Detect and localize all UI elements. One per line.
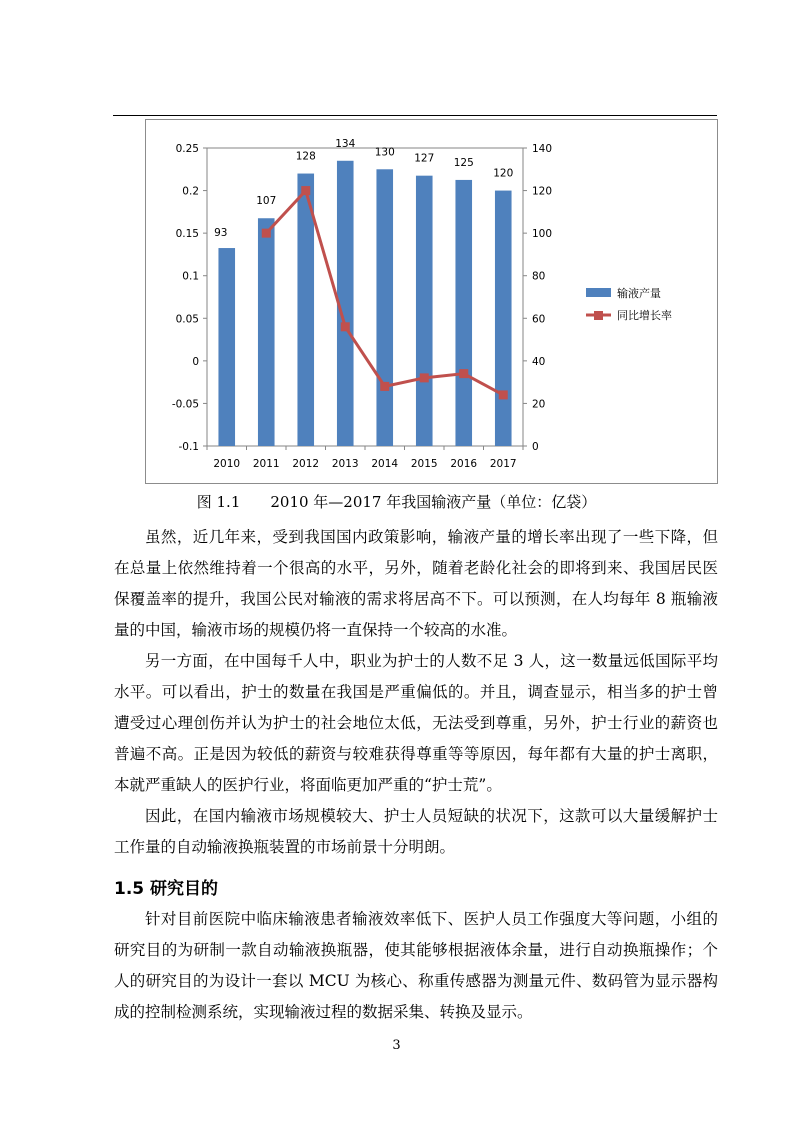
figure-caption: 图 1.1 2010 年—2017 年我国输液产量（单位：亿袋）	[196, 493, 597, 511]
right-axis-tick-label: 80	[532, 270, 546, 283]
legend-swatch-bars	[586, 288, 611, 297]
right-axis-tick-label: 60	[532, 313, 546, 326]
x-axis-tick-label: 2013	[331, 458, 359, 470]
line-marker	[459, 369, 468, 378]
paragraph-1: 虽然，近几年来，受到我国国内政策影响，输液产量的增长率出现了一些下降，但在总量上依然维持着一个很高的水平，另外，随着老龄化社会的即将到来、我国居民医保覆盖率的提升，我国公民对输液的需求将居高不下。可以预测，在人均每年 8 瓶输液量的中国，输液市场的规模仍将一直保持一个较高的水准。	[114, 528, 718, 639]
chart-svg	[146, 120, 719, 485]
left-axis-tick-label: 0.2	[182, 185, 199, 198]
paragraph-2: 另一方面，在中国每千人中，职业为护士的人数不足 3 人，这一数量远低国际平均水平。可以看出，护士的数量在我国是严重偏低的。并且，调查显示，相当多的护士曾遭受过心理创伤并认为护士的社会地位太低，无法受到尊重，另外，护士行业的薪资也普遍不高。正是因为较低的薪资与较难获得尊重等等原因，每年都有大量的护士离职，本就严重缺人的医护行业，将面临更加严重的“护士荒”。	[114, 652, 718, 794]
left-axis-tick-label: -0.05	[171, 398, 199, 411]
plot-area	[207, 148, 523, 446]
left-axis-tick-label: 0.15	[175, 228, 199, 241]
left-axis-tick-label: -0.1	[178, 441, 199, 453]
left-axis-tick-label: 0.25	[175, 143, 199, 155]
x-axis-tick-label: 2017	[489, 458, 517, 470]
paragraph-3: 因此，在国内输液市场规模较大、护士人员短缺的状况下，这款可以大量缓解护士工作量的自动输液换瓶装置的市场前景十分明朗。	[114, 807, 718, 856]
bar	[218, 248, 235, 446]
page-number: 3	[392, 1038, 401, 1053]
bar	[416, 176, 433, 446]
line-marker	[262, 229, 271, 238]
right-axis-tick-label: 40	[532, 355, 546, 368]
x-axis-tick-label: 2010	[213, 458, 241, 470]
line-marker	[301, 186, 310, 195]
x-axis-tick-label: 2014	[371, 458, 399, 470]
bar	[455, 180, 472, 446]
bar	[258, 218, 275, 446]
left-axis-tick-label: 0.05	[175, 313, 199, 326]
legend-label-bars: 输液产量	[617, 287, 661, 300]
bar-data-label: 125	[453, 156, 474, 169]
left-axis-tick-label: 0.1	[182, 270, 199, 283]
right-axis-tick-label: 100	[532, 228, 553, 241]
x-axis-tick-label: 2015	[410, 458, 438, 470]
section-paragraph: 针对目前医院中临床输液患者输液效率低下、医护人员工作强度大等问题，小组的研究目的为研制一款自动输液换瓶器，使其能够根据液体余量，进行自动换瓶操作；个人的研究目的为设计一套以 MCU 为核心、称重传感器为测量元件、数码管为显示器构成的控制检测系统，实现输液过程的数据采集、转换及显示。	[114, 910, 718, 1021]
header-rule	[113, 115, 717, 116]
bar	[495, 191, 512, 446]
bar-data-label: 134	[335, 137, 356, 150]
right-axis-tick-label: 140	[532, 143, 553, 155]
line-marker	[380, 382, 389, 391]
bar-data-label: 127	[414, 152, 435, 165]
bar-data-label: 120	[493, 167, 514, 180]
line-marker	[499, 390, 508, 399]
right-axis-tick-label: 0	[532, 441, 539, 453]
legend-marker-growth	[594, 311, 603, 320]
bar	[376, 169, 393, 446]
bar-data-label: 130	[374, 146, 395, 159]
left-axis-tick-label: 0	[192, 355, 199, 368]
right-axis-tick-label: 120	[532, 185, 553, 198]
right-axis-tick-label: 20	[532, 398, 546, 411]
x-axis-tick-label: 2011	[252, 458, 280, 470]
bar-data-label: 93	[214, 227, 228, 240]
line-marker	[341, 322, 350, 331]
legend-label-growth: 同比增长率	[617, 309, 672, 322]
x-axis-tick-label: 2012	[292, 458, 320, 470]
section-heading: 1.5 研究目的	[114, 879, 219, 899]
x-axis-tick-label: 2016	[450, 458, 478, 470]
chart	[145, 119, 718, 484]
line-marker	[420, 373, 429, 382]
bar-data-label: 107	[256, 195, 277, 208]
bar-data-label: 128	[295, 150, 316, 163]
